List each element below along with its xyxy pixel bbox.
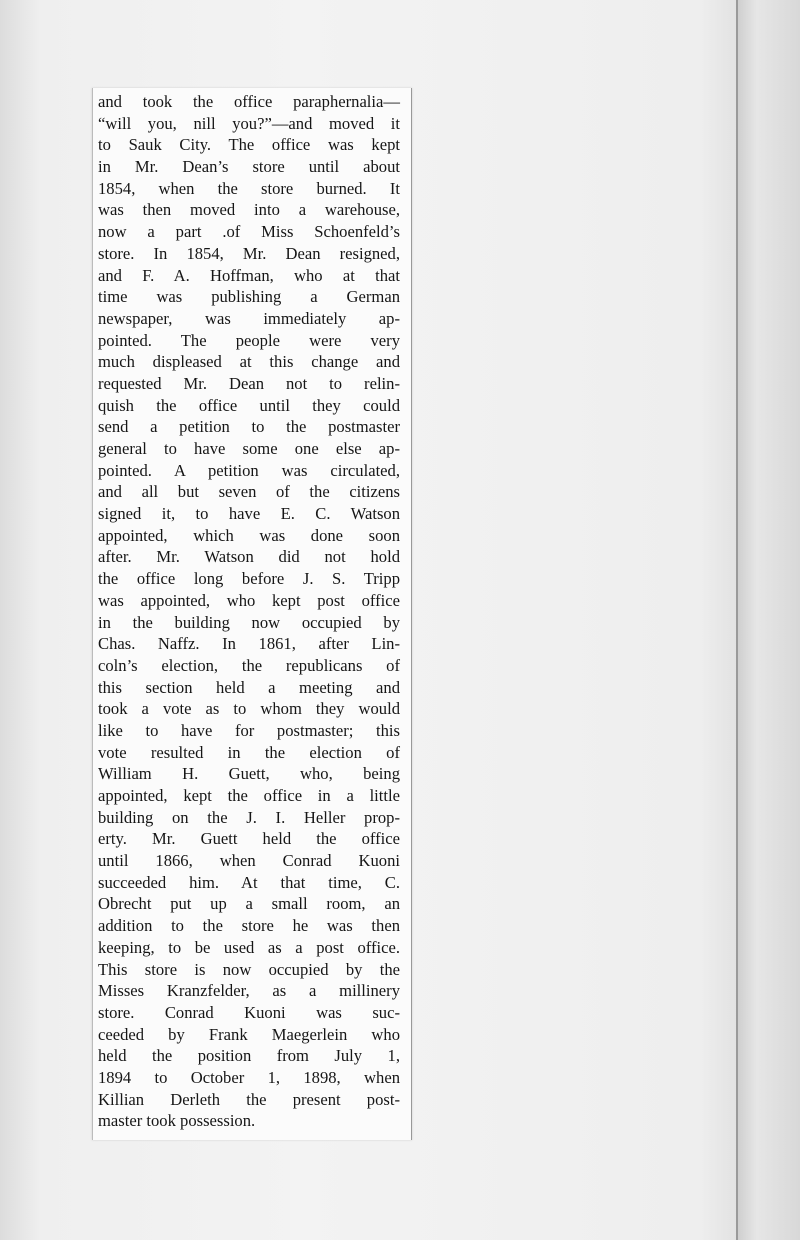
text-line: like to have for postmaster; this — [98, 720, 400, 740]
text-line: much displeased at this change and — [98, 352, 400, 372]
text-line: store. In 1854, Mr. Dean resigned, — [98, 243, 400, 263]
text-line: and F. A. Hoffman, who at that — [98, 265, 400, 285]
text-line: pointed. The people were very — [98, 330, 400, 350]
text-line: coln’s election, the republicans of — [98, 655, 400, 675]
text-line: This store is now occupied by the — [98, 959, 400, 979]
text-line: “will you, nill you?”—and moved it — [98, 113, 400, 133]
text-line: erty. Mr. Guett held the office — [98, 829, 400, 849]
text-line: held the position from July 1, — [98, 1046, 400, 1066]
text-line: 1894 to October 1, 1898, when — [98, 1067, 400, 1087]
text-line: keeping, to be used as a post office. — [98, 937, 400, 957]
text-line: appointed, which was done soon — [98, 525, 400, 545]
text-line: general to have some one else ap- — [98, 439, 400, 458]
text-line: now a part .of Miss Schoenfeld’s — [98, 222, 400, 242]
text-line: Obrecht put up a small room, an — [98, 894, 400, 914]
text-line: addition to the store he was then — [98, 916, 400, 936]
text-line: to Sauk City. The office was kept — [98, 135, 400, 155]
text-line: in the building now occupied by — [98, 612, 400, 632]
clipping-text — [98, 91, 400, 1132]
text-line: appointed, kept the office in a little — [98, 786, 400, 805]
text-line: this section held a meeting and — [98, 677, 400, 697]
text-line: time was publishing a German — [98, 287, 400, 307]
text-line: the office long before J. S. Tripp — [98, 569, 400, 589]
text-line: and all but seven of the citizens — [98, 482, 400, 502]
text-line: signed it, to have E. C. Watson — [98, 504, 400, 524]
text-line: succeeded him. At that time, C. — [98, 872, 400, 892]
text-line: newspaper, was immediately ap- — [98, 308, 400, 328]
text-line: pointed. A petition was circulated, — [98, 460, 400, 480]
text-line: Chas. Naffz. In 1861, after Lin- — [98, 634, 400, 654]
text-line: took a vote as to whom they would — [98, 699, 400, 719]
text-line: William H. Guett, who, being — [98, 764, 400, 784]
text-line: ceeded by Frank Maegerlein who — [98, 1024, 400, 1044]
text-line: vote resulted in the election of — [98, 742, 400, 762]
text-line: Misses Kranzfelder, as a millinery — [98, 981, 400, 1001]
text-line: Killian Derleth the present post- — [98, 1089, 400, 1109]
text-line: quish the office until they could — [98, 395, 400, 415]
text-line: after. Mr. Watson did not hold — [98, 547, 400, 567]
text-line: 1854, when the store burned. It — [98, 178, 400, 198]
text-line: until 1866, when Conrad Kuoni — [98, 851, 400, 871]
scan-margin — [738, 0, 800, 1240]
text-line: send a petition to the postmaster — [98, 417, 400, 437]
text-line: in Mr. Dean’s store until about — [98, 157, 400, 177]
text-line: master took possession. — [98, 1111, 256, 1131]
text-line: and took the office paraphernalia— — [98, 92, 400, 111]
text-line: building on the J. I. Heller prop- — [98, 807, 400, 827]
text-line: was then moved into a warehouse, — [98, 200, 400, 220]
text-line: requested Mr. Dean not to relin- — [98, 373, 400, 393]
text-line: was appointed, who kept post office — [98, 590, 400, 610]
text-line: store. Conrad Kuoni was suc- — [98, 1002, 400, 1022]
